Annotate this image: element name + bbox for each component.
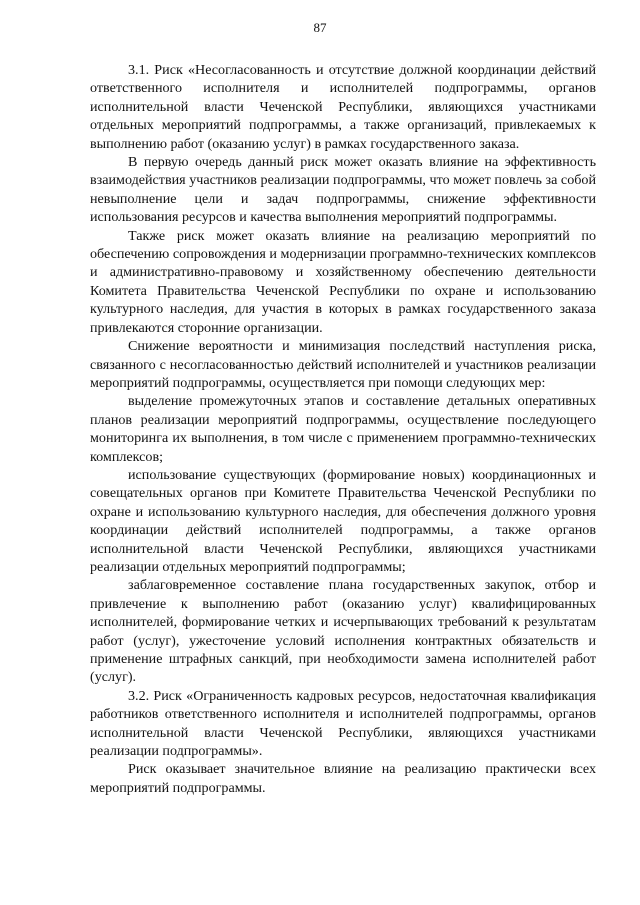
paragraph-risk-influence: В первую очередь данный риск может оказать влияние на эффективность взаимодействия участников реализации подпрограммы, что может повлечь за собой невыполнение цели и задач подпрограммы, снижение эффективности использования ресурсов и качества выполнения мероприятий подпрограммы. [90,154,596,226]
page-number: 87 [313,20,327,35]
paragraph-risk-mitigation: Снижение вероятности и минимизация последствий наступления риска, связанного с несогласованностью действий исполнителей и участников реализации мероприятий подпрограммы, осуществляется при помощи следующих мер: [90,338,596,391]
list-item-procurement: заблаговременное составление плана государственных закупок, отбор и привлечение к выполнению работ (оказанию услуг) квалифицированных исполнителей, формирование четких и исчерпывающих требований к результатам работ (услуг), ужесточение условий исполнения контрактных обязательств и применение штрафных санкций, при необходимости замена исполнителей работ (услуг). [90,577,596,686]
list-item-stages: выделение промежуточных этапов и составление детальных оперативных планов реализации мероприятий подпрограммы, осуществление последующего мониторинга их выполнения, в том числе с применением программно-технических комплексов; [90,393,596,465]
list-item-coordination-bodies: использование существующих (формирование новых) координационных и совещательных органов при Комитете Правительства Чеченской Республики по охране и использованию культурного наследия, для обеспечения должного уровня координации действий исполнителей подпрограммы, а также органов исполнительной власти Чеченской Республики, являющихся участниками реализации отдельных мероприятий подпрограммы; [90,466,596,575]
paragraph-risk-3-2: 3.2. Риск «Ограниченность кадровых ресурсов, недостаточная квалификация работников ответственного исполнителя и исполнителей подпрограммы, органов исполнительной власти Чеченской Республики, являющихся участниками реализации подпрограммы». [90,687,596,760]
paragraph-risk-3-1: 3.1. Риск «Несогласованность и отсутствие должной координации действий ответственного исполнителя и исполнителей подпрограммы, органов исполнительной власти Чеченской Республики, являющихся участниками отдельных мероприятий подпрограммы, а также организаций, привлекаемых к выполнению работ (оказанию услуг) в рамках государственного заказа. [90,62,596,152]
paragraph-risk-support: Также риск может оказать влияние на реализацию мероприятий по обеспечению сопровождения и модернизации программно-технических комплексов и административно-правовому и хозяйственному обеспечению деятельности Комитета Правительства Чеченской Республики по охране и использованию культурного наследия, для участия в которых в рамках государственного заказа привлекаются сторонние организации. [90,227,596,336]
paragraph-risk-impact: Риск оказывает значительное влияние на реализацию практически всех мероприятий подпрограммы. [90,761,596,796]
document-body [90,61,596,797]
